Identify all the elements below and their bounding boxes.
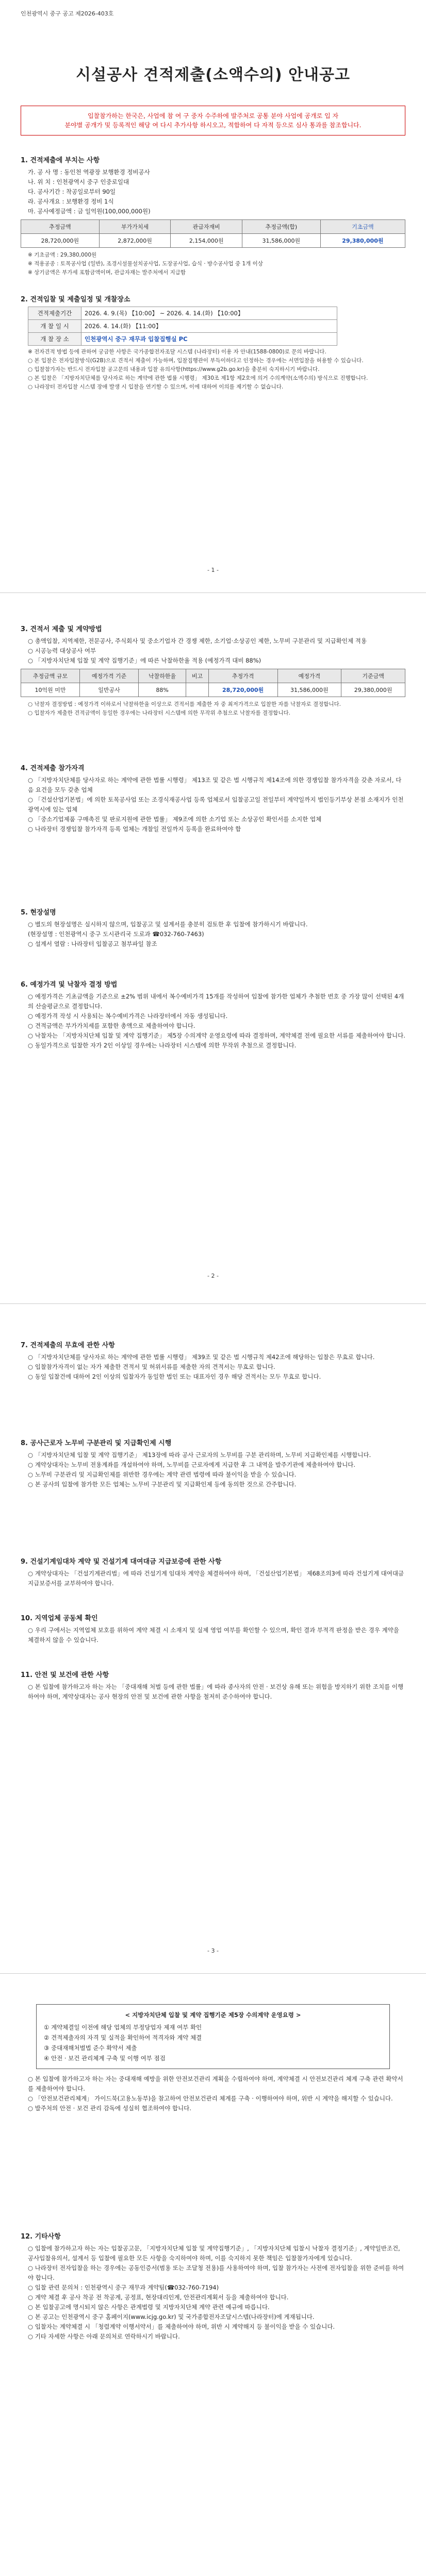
budget-header: 부가가치세	[99, 220, 171, 234]
section-8	[21, 1437, 405, 1489]
s1-item: 다. 공사기간 : 착공일로부터 90일	[28, 188, 116, 195]
s11-item: ○ 본 입찰에 참가하고자 하는 자는 「중대재해 처벌 등에 관한 법률」에 따라 종사자의 안전 · 보건상 유해 또는 위험을 방지하기 위한 조치를 이행하여야 하며, 계약상대자는 공사 현장의 안전 및 보건에 관한 사항을 철저히 준수하여야 합니다.	[28, 1683, 404, 1700]
rate-table	[21, 669, 405, 697]
s1-item: 라. 공사개요 : 보행환경 정비 1식	[28, 198, 114, 205]
s6-item: ○ 낙찰자는 「지방자치단체 입찰 및 계약 집행기준」 제5장 수의계약 운영요령에 따라 결정하며, 계약체결 전에 필요한 서류를 제출하여야 합니다.	[28, 1032, 405, 1039]
budget-header: 기초금액	[320, 220, 405, 234]
s1-note: ※ 기초금액 : 29,380,000원	[28, 252, 97, 258]
banner-line-2: 분야별 공개가 및 등록적인 해당 여 다시 추가사항 하시오고, 적합하여 다 자적 등으로 심사 통과를 참조합니다.	[64, 122, 362, 129]
rate-cell: 31,586,000원	[277, 683, 341, 697]
s3-note: ○ 낙찰자 결정방법 : 예정가격 이하로서 낙찰하한율 이상으로 견적서를 제출한 자 중 최저가격으로 입찰한 자를 낙찰자로 결정합니다.	[28, 701, 341, 707]
budget-header: 추정금액(합)	[242, 220, 320, 234]
section-1-title: 1. 견적제출에 부치는 사항	[21, 157, 100, 164]
section-3-title: 3. 견적서 제출 및 계약방법	[21, 625, 102, 633]
s6-item: ○ 동일가격으로 입찰한 자가 2인 이상일 경우에는 나라장터 시스템에 의한 무작위 추첨으로 결정합니다.	[28, 1042, 297, 1049]
s4-item: ○ 나라장터 경쟁입찰 참가자격 등록 업체는 개찰일 전일까지 등록을 완료하여야 함	[28, 825, 241, 833]
rate-header: 추정금액 규모	[21, 669, 80, 683]
rate-header: 추정가격	[208, 669, 277, 683]
s12-item: ○ 기타 자세한 사항은 아래 문의처로 연락하시기 바랍니다.	[28, 2333, 180, 2340]
schedule-key: 개 찰 일 시	[28, 320, 81, 333]
section-4	[21, 762, 405, 834]
s1-item: 마. 공사예정금액 : 금 일억원(100,000,000원)	[28, 208, 151, 215]
s12-item: ○ 입찰 관련 문의처 : 인천광역시 중구 재무과 계약팀(☎032-760-7194)	[28, 2284, 219, 2291]
s12-item: ○ 나라장터 전자입찰을 하는 경우에는 공동인증서(범용 또는 조달청 전용)를 사용하여야 하며, 입찰 참가자는 사전에 전자입찰을 위한 준비를 하여야 합니다.	[28, 2264, 404, 2281]
s7-item: ○ 「지방자치단체를 당사자로 하는 계약에 관한 법률 시행령」 제39조 및 같은 법 시행규칙 제42조에 해당하는 입찰은 무효로 합니다.	[28, 1353, 375, 1361]
section-7	[21, 1340, 405, 1382]
s5-item: (현장설명 : 인천광역시 중구 도시관리국 도로과 ☎032-760-7463)	[28, 930, 204, 938]
section-9	[21, 1556, 405, 1588]
s11b-item: ○ 발주처의 안전 · 보건 관리 감독에 성실히 협조하여야 합니다.	[28, 2105, 191, 2112]
rate-cell	[186, 683, 208, 697]
budget-table	[21, 219, 405, 248]
s5-item: ○ 별도의 현장설명은 실시하지 않으며, 입찰공고 및 설계서를 충분히 검토한 후 입찰에 참가하시기 바랍니다.	[28, 921, 308, 928]
rate-cell: 28,720,000원	[208, 683, 277, 697]
s7-item: ○ 동일 입찰건에 대하여 2인 이상의 입찰자가 동일한 법인 또는 대표자인 경우 해당 견적서는 모두 무효로 합니다.	[28, 1373, 321, 1380]
s8-item: ○ 「지방자치단체 입찰 및 계약 집행기준」 제13장에 따라 공사 근로자의 노무비를 구분 관리하며, 노무비 지급확인제를 시행합니다.	[28, 1451, 371, 1459]
section-2-title: 2. 견적입찰 및 제출일정 및 개찰장소	[21, 296, 130, 303]
guideline-box-title: < 지방자치단체 입찰 및 계약 집행기준 제5장 수의계약 운영요령 >	[125, 2011, 301, 2019]
page-number: - 3 -	[207, 1947, 219, 1954]
section-12	[21, 2231, 405, 2342]
s1-item: 가. 공 사 명 : 동인천 역광장 보행환경 정비공사	[28, 168, 150, 176]
s9-item: ○ 계약상대자는 「건설기계관리법」에 따라 건설기계 임대차 계약을 체결하여야 하며, 「건설산업기본법」 제68조의3에 따라 건설기계 대여대금 지급보증서를 교부하여야 합니다.	[28, 1570, 404, 1587]
section-11-title: 11. 안전 및 보건에 관한 사항	[21, 1671, 109, 1679]
s2-note: ○ 본 입찰은 「지방자치단체를 당사자로 하는 계약에 관한 법률 시행령」 제30조 제1항 제2호에 의거 수의계약(소액수의) 방식으로 진행합니다.	[28, 375, 368, 381]
s4-item: ○ 「중소기업제품 구매촉진 및 판로지원에 관한 법률」 제9조에 의한 소기업 또는 소상공인 확인서를 소지한 업체	[28, 816, 322, 823]
page-divider	[0, 592, 426, 593]
schedule-value: 2026. 4. 14.(화) 【11:00】	[81, 320, 337, 333]
s1-item: 나. 위 치 : 인천광역시 중구 인중로일대	[28, 178, 129, 185]
section-5	[21, 907, 405, 949]
s3-item: ○ 「지방자치단체 입찰 및 계약 집행기준」에 따른 낙찰하한율 적용 (예정가격 대비 88%)	[28, 657, 261, 664]
section-9-title: 9. 건설기계임대차 계약 및 건설기계 대여대금 지급보증에 관한 사항	[21, 1558, 222, 1566]
guideline-box-section	[21, 1999, 405, 2113]
rate-cell: 88%	[138, 683, 186, 697]
rate-cell: 29,380,000원	[341, 683, 405, 697]
s1-note: ※ 상기금액은 부가세 포함금액이며, 관급자재는 발주처에서 지급함	[28, 269, 186, 276]
schedule-value: 2026. 4. 9.(목) 【10:00】 ~ 2026. 4. 14.(화) 【10:00】	[81, 307, 337, 320]
notice-banner	[21, 106, 405, 135]
section-3	[21, 623, 405, 718]
s3-item: ○ 시공능력 대상공사 여부	[28, 647, 96, 654]
s8-item: ○ 계약상대자는 노무비 전용계좌를 개설하여야 하며, 노무비를 근로자에게 지급한 후 그 내역을 발주기관에 제출하여야 합니다.	[28, 1461, 356, 1468]
rate-header: 낙찰하한율	[138, 669, 186, 683]
rate-header: 기준금액	[341, 669, 405, 683]
banner-line-1: 입찰참가하는 한국은, 사업에 참 여 구 중자 수주하에 발주처로 공통 분야 사업에 공개로 입 자	[87, 112, 339, 120]
page-number: - 1 -	[207, 567, 219, 573]
s4-item: ○ 「지방자치단체를 당사자로 하는 계약에 관한 법률 시행령」 제13조 및 같은 법 시행규칙 제14조에 의한 경쟁입찰 참가자격을 갖춘 자로서, 다음 요건을 모두 갖춘 업체	[28, 776, 402, 793]
s12-item: ○ 계약 체결 후 공사 착공 전 착공계, 공정표, 현장대리인계, 안전관리계획서 등을 제출하여야 합니다.	[28, 2294, 289, 2301]
s2-note: ○ 본 입찰은 전자입찰방식(G2B)으로 견적서 제출이 가능하며, 입찰집행관이 부득이하다고 인정하는 경우에는 서면입찰을 허용할 수 있습니다.	[28, 358, 364, 364]
s12-item: ○ 입찰에 참가하고자 하는 자는 입찰공고문, 「지방자치단체 입찰 및 계약집행기준」, 「지방자치단체 입찰시 낙찰자 결정기준」, 계약일반조건, 공사입찰유의서, 설계서 등 입찰에 필요한 모든 사항을 숙지하여야 하며, 이를 숙지하지 못한 책임은 입찰참가자에게 있습니다.	[28, 2245, 400, 2262]
s6-item: ○ 예정가격은 기초금액을 기준으로 ±2% 범위 내에서 복수예비가격 15개를 작성하여 입찰에 참가한 업체가 추첨한 번호 중 가장 많이 선택된 4개의 산술평균으로 결정합니다.	[28, 993, 404, 1010]
budget-cell: 29,380,000원	[320, 234, 405, 248]
page-number: - 2 -	[207, 1273, 219, 1279]
section-10	[21, 1613, 405, 1645]
schedule-key: 개 찰 장 소	[28, 333, 81, 346]
section-4-title: 4. 견적제출 참가자격	[21, 765, 85, 772]
s11b-item: ○ 「안전보건관리체계」 가이드북(고용노동부)을 참고하여 안전보건관리 체계를 구축 · 이행하여야 하며, 위반 시 계약을 해지할 수 있습니다.	[28, 2095, 393, 2102]
s3-note: ○ 입찰자가 제출한 견적금액이 동일한 경우에는 나라장터 시스템에 의한 무작위 추첨으로 낙찰자를 결정합니다.	[28, 710, 290, 716]
schedule-table	[28, 307, 337, 346]
budget-cell: 2,154,000원	[171, 234, 242, 248]
s2-note: ○ 나라장터 전자입찰 시스템 장애 발생 시 입찰을 연기할 수 있으며, 이에 대하여 이의를 제기할 수 없습니다.	[28, 384, 284, 390]
s8-item: ○ 노무비 구분관리 및 지급확인제를 위반한 경우에는 계약 관련 법령에 따라 불이익을 받을 수 있습니다.	[28, 1471, 297, 1478]
guideline-box	[36, 2004, 390, 2069]
guideline-line: ④ 안전 · 보건 관리체계 구축 및 이행 여부 점검	[44, 2055, 166, 2062]
section-1	[21, 155, 405, 277]
budget-cell: 31,586,000원	[242, 234, 320, 248]
s6-item: ○ 예정가격 작성 시 사용되는 복수예비가격은 나라장터에서 자동 생성됩니다.	[28, 1012, 228, 1020]
section-8-title: 8. 공사근로자 노무비 구분관리 및 지급확인제 시행	[21, 1439, 172, 1447]
page-divider	[0, 1973, 426, 1974]
section-2	[21, 294, 405, 392]
s7-item: ○ 입찰참가자격이 없는 자가 제출한 견적서 및 허위서류를 제출한 자의 견적서는 무효로 합니다.	[28, 1363, 275, 1370]
section-11	[21, 1669, 405, 1702]
guideline-line: ③ 중대재해처벌법 준수 확약서 제출	[44, 2044, 137, 2052]
s12-item: ○ 입찰자는 계약체결 시 「청렴계약 이행서약서」를 제출하여야 하며, 위반 시 계약해지 등 불이익을 받을 수 있습니다.	[28, 2323, 335, 2330]
s8-item: ○ 본 공사의 입찰에 참가한 모든 업체는 노무비 구분관리 및 지급확인제 등에 동의한 것으로 간주합니다.	[28, 1481, 297, 1488]
s5-item: ○ 설계서 열람 : 나라장터 입찰공고 첨부파일 참조	[28, 940, 157, 947]
budget-cell: 2,872,000원	[99, 234, 171, 248]
rate-header: 비고	[186, 669, 208, 683]
s12-item: ○ 본 공고는 인천광역시 중구 홈페이지(www.icjg.go.kr) 및 국가종합전자조달시스템(나라장터)에 게재됩니다.	[28, 2313, 315, 2320]
section-6-title: 6. 예정가격 및 낙찰자 결정 방법	[21, 981, 118, 989]
s1-note: ※ 적용공종 : 토목공사업 (일반), 조경시설물설치공사업, 도장공사업, 습식 · 방수공사업 중 1개 이상	[28, 261, 263, 267]
rate-cell: 10억원 미만	[21, 683, 80, 697]
section-12-title: 12. 기타사항	[21, 2233, 61, 2241]
page-divider	[0, 1303, 426, 1304]
section-10-title: 10. 지역업체 공동체 확인	[21, 1615, 98, 1622]
s2-note: ○ 입찰참가자는 반드시 전자입찰 공고문의 내용과 입찰 유의사항(https://www.g2b.go.kr)을 충분히 숙지하시기 바랍니다.	[28, 366, 320, 372]
s2-note: ※ 전자견적 방법 등에 관하여 궁금한 사항은 국가종합전자조달 시스템 (나라장터) 이용 자 안내(1588-0800)로 문의 바랍니다.	[28, 349, 326, 355]
budget-header: 관급자재비	[171, 220, 242, 234]
rate-cell: 일반공사	[79, 683, 138, 697]
s3-item: ○ 총액입찰, 지역제한, 전문공사, 주식회사 및 중소기업자 간 경쟁 제한, 소기업·소상공인 제한, 노무비 구분관리 및 지급확인제 적용	[28, 637, 367, 645]
s12-item: ○ 본 입찰공고에 명시되지 않은 사항은 관계법령 및 지방자치단체 계약 관련 예규에 따릅니다.	[28, 2303, 270, 2311]
guideline-line: ① 계약체결일 이전에 해당 업체의 부정당업자 제재 여부 확인	[44, 2024, 202, 2031]
section-5-title: 5. 현장설명	[21, 909, 56, 917]
schedule-key: 견적제출기간	[28, 307, 81, 320]
s10-item: ○ 우리 구에서는 지역업체 보호를 위하여 계약 체결 시 소재지 및 실제 영업 여부를 확인할 수 있으며, 확인 결과 부적격 판정을 받은 경우 계약을 체결하지 않을 수 있습니다.	[28, 1626, 399, 1643]
budget-cell: 28,720,000원	[21, 234, 100, 248]
rate-header: 예정가격 기준	[79, 669, 138, 683]
guideline-line: ② 견적제출자의 자격 및 실적을 확인하여 적격자와 계약 체결	[44, 2034, 202, 2041]
rate-header: 예정가격	[277, 669, 341, 683]
s6-item: ○ 견적금액은 부가가치세를 포함한 총액으로 제출하여야 합니다.	[28, 1022, 195, 1029]
section-7-title: 7. 견적제출의 무효에 관한 사항	[21, 1342, 115, 1349]
schedule-value: 인천광역시 중구 재무과 입찰집행실 PC	[81, 333, 337, 346]
section-6	[21, 979, 405, 1050]
budget-header: 추정금액	[21, 220, 100, 234]
document-title: 시설공사 견적제출(소액수의) 안내공고	[76, 66, 350, 84]
s11b-item: ○ 본 입찰에 참가하고자 하는 자는 중대재해 예방을 위한 안전보건관리 계획을 수립하여야 하며, 계약체결 시 안전보건관리 체계 구축 관련 확약서를 제출하여야 합니다.	[28, 2075, 403, 2092]
notice-number: 인천광역시 중구 공고 제2026-403호	[21, 10, 114, 17]
s4-item: ○ 「건설산업기본법」에 의한 토목공사업 또는 조경식재공사업 등록 업체로서 입찰공고일 전일부터 계약일까지 법인등기부상 본점 소재지가 인천광역시에 있는 업체	[28, 796, 404, 813]
